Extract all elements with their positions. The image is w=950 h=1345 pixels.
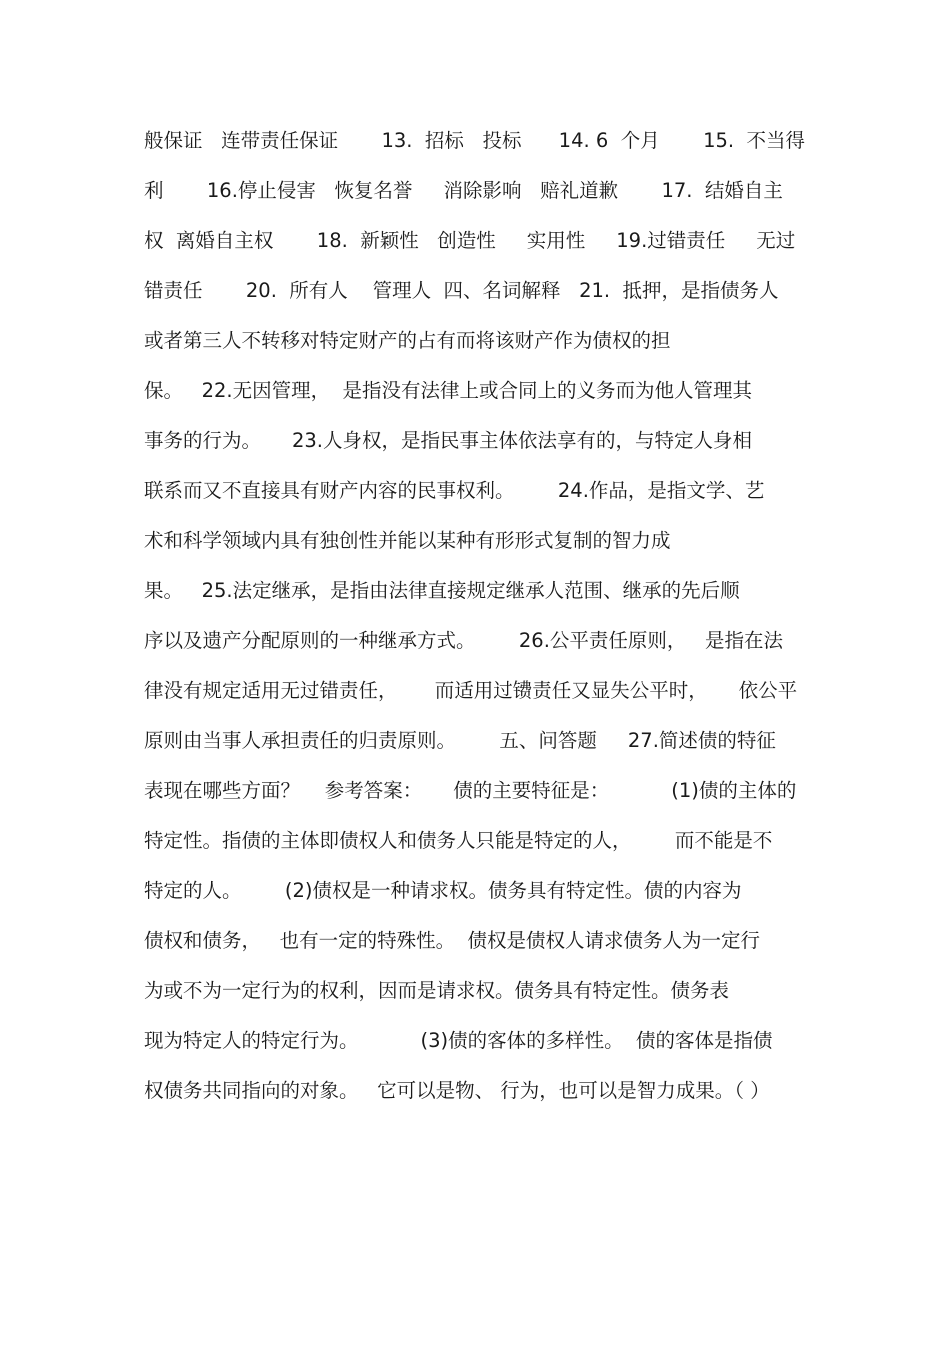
text-line: 现为特定人的特定行为。 (3)债的客体的多样性。 债的客体是指债 [144, 1029, 773, 1052]
text-line: 事务的行为。 23.人身权，是指民事主体依法享有的，与特定人身相 [144, 429, 753, 452]
text-line: 权债务共同指向的对象。 它可以是物、 行为，也可以是智力成果。（ ） [144, 1079, 770, 1102]
text-line: 果。 25.法定继承，是指由法律直接规定继承人范围、继承的先后顺 [144, 579, 740, 602]
text-line: 序以及遗产分配原则的一种继承方式。 26.公平责任原则， 是指在法 [144, 629, 783, 652]
text-line: 保。 22.无因管理， 是指没有法律上或合同上的义务而为他人管理其 [144, 379, 753, 402]
text-line: 联系而又不直接具有财产内容的民事权利。 24.作品，是指文学、艺 [144, 479, 765, 502]
text-line: 错责任 20. 所有人 管理人 四、名词解释 21. 抵押，是指债务人 [144, 279, 779, 302]
text-line: 原则由当事人承担责任的归责原则。 五、问答题 27.简述债的特征 [144, 729, 776, 752]
document-body [144, 116, 814, 1116]
text-line: 特定的人。 (2)债权是一种请求权。债务具有特定性。债的内容为 [144, 879, 742, 902]
text-line: 权 离婚自主权 18. 新颖性 创造性 实用性 19.过错责任 无过 [144, 229, 796, 252]
text-line: 或者第三人不转移对特定财产的占有而将该财产作为债权的担 [144, 329, 671, 352]
text-line: 债权和债务， 也有一定的特殊性。 债权是债权人请求债务人为一定行 [144, 929, 760, 952]
text-line: 利 16.停止侵害 恢复名誉 消除影响 赔礼道歉 17. 结婚自主 [144, 179, 783, 202]
text-line: 术和科学领域内具有独创性并能以某种有形形式复制的智力成 [144, 529, 671, 552]
text-line: 特定性。指债的主体即债权人和债务人只能是特定的人， 而不能是不 [144, 829, 773, 852]
text-line: 为或不为一定行为的权利，因而是请求权。债务具有特定性。债务表 [144, 979, 730, 1002]
text-line: 表现在哪些方面？ 参考答案： 债的主要特征是： (1)债的主体的 [144, 779, 797, 802]
text-line: 律没有规定适用无过错责任， 而适用过镄责任又显失公平时， 依公平 [144, 679, 798, 702]
text-line: 般保证 连带责任保证 13. 招标 投标 14. 6 个月 15. 不当得 [144, 129, 805, 152]
